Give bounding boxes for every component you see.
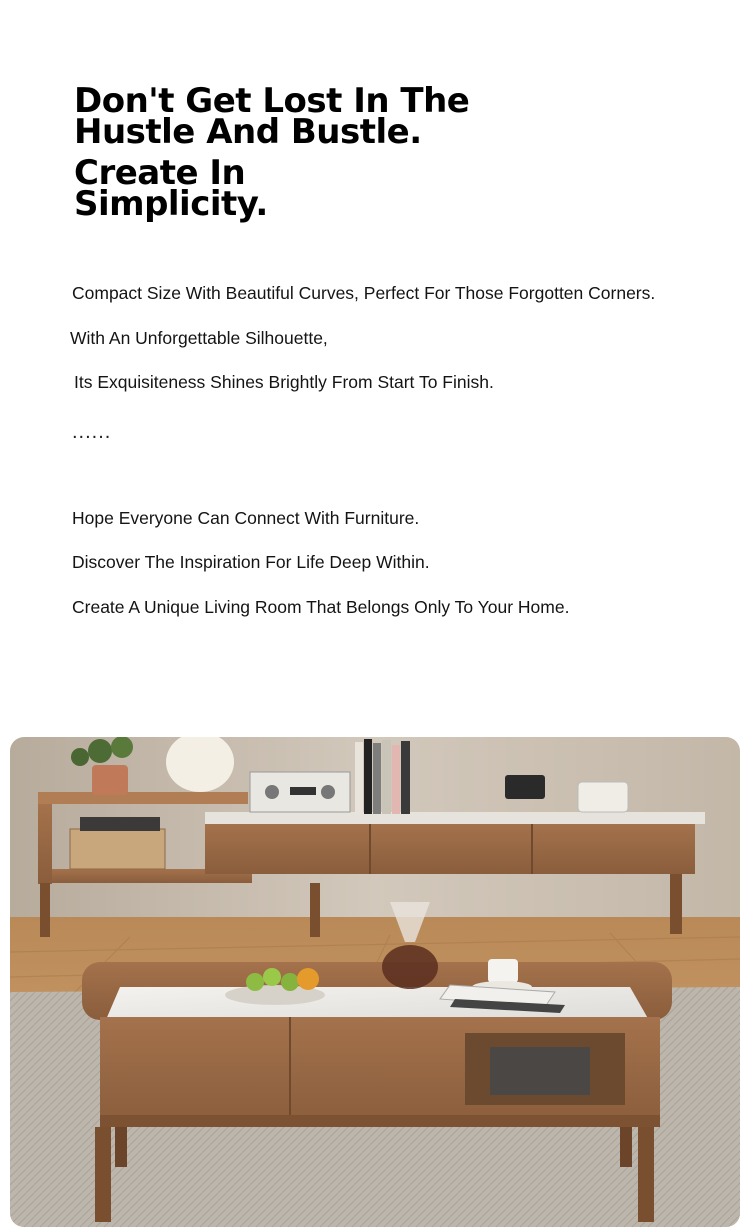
headline-line-1: Don't Get Lost In The [74,81,470,121]
headline-line-4: Simplicity. [74,184,268,224]
body-text-line: With An Unforgettable Silhouette, [70,328,328,348]
headline-line-2: Hustle And Bustle. [74,112,422,152]
headline [74,81,470,224]
body-text-line: Its Exquisiteness Shines Brightly From Start To Finish. [74,372,494,392]
body-text-line: Hope Everyone Can Connect With Furniture. [72,508,420,528]
body-text-line: Discover The Inspiration For Life Deep Within. [72,552,430,572]
product-photo [10,737,740,1227]
body-text-line: Compact Size With Beautiful Curves, Perfect For Those Forgotten Corners. [72,283,656,303]
camera [505,775,545,799]
ellipsis: ...... [72,421,112,443]
headline-line-3: Create In [74,153,246,193]
body-text-line: Create A Unique Living Room That Belongs Only To Your Home. [72,597,570,617]
amplifier [250,772,350,812]
tissue-box [578,782,628,812]
